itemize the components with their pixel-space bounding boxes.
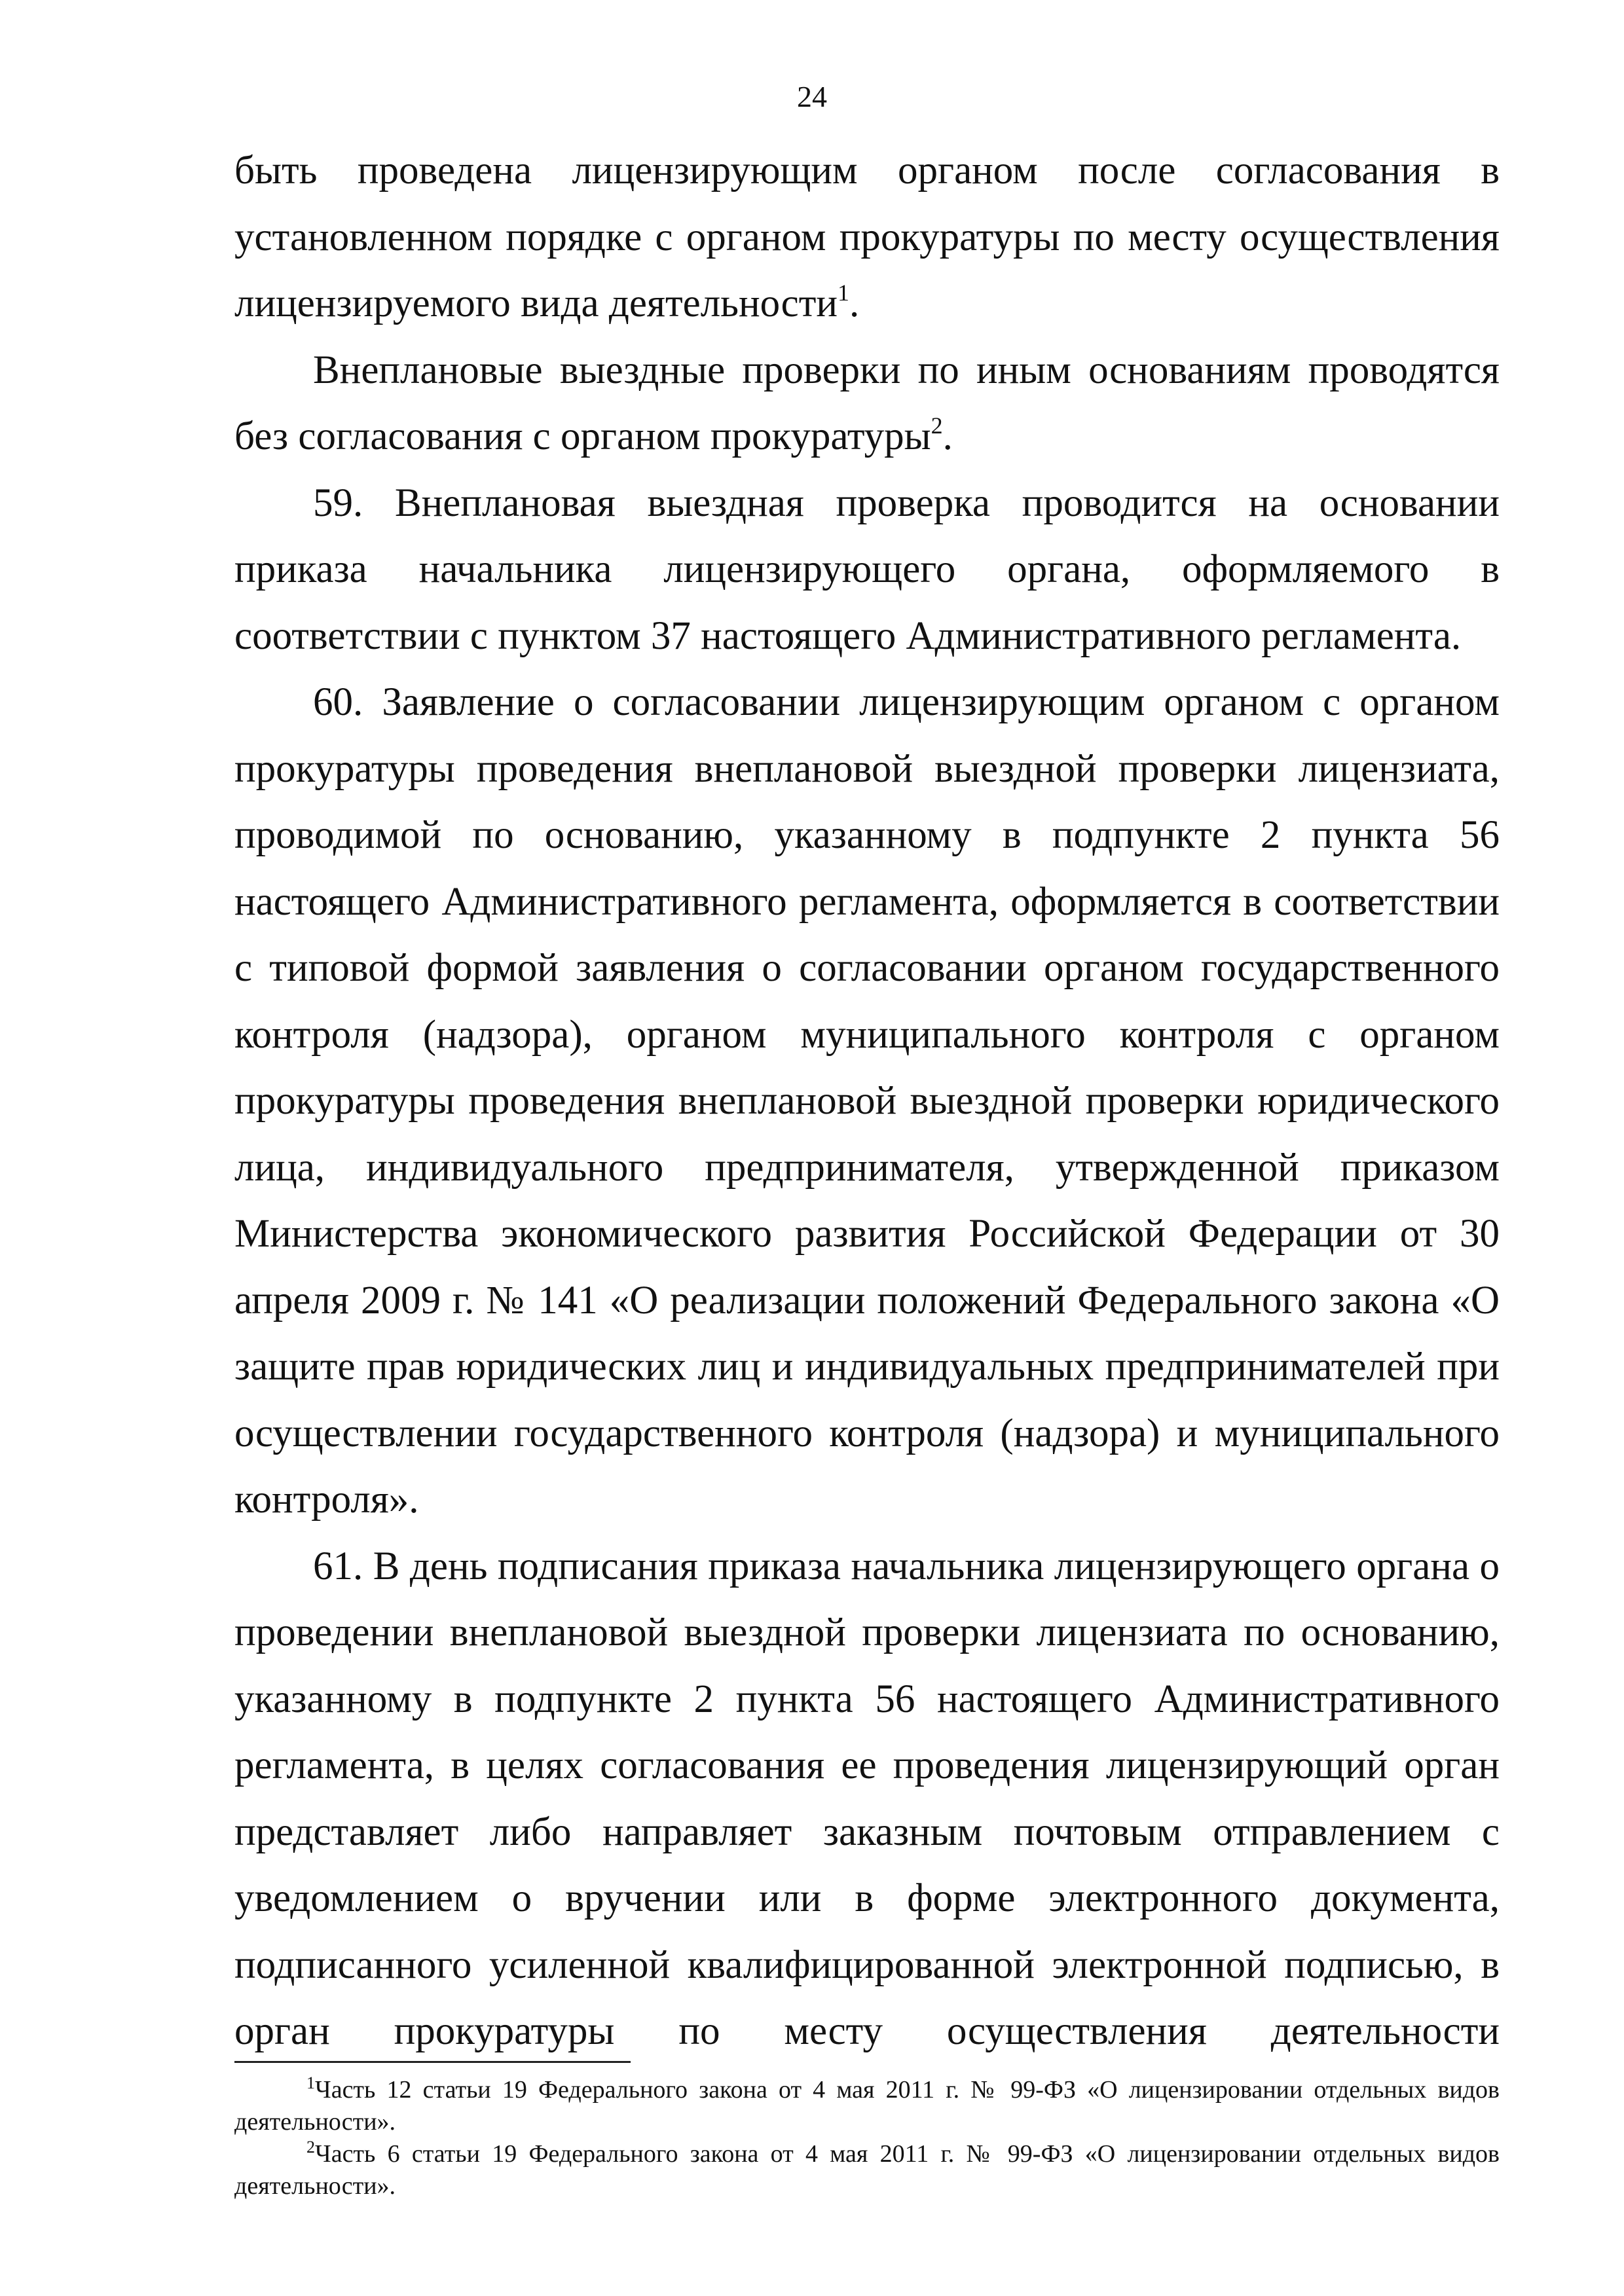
footnotes	[234, 2074, 1500, 2202]
footnote-mark: 1	[306, 2073, 315, 2092]
paragraph-tail: .	[849, 282, 860, 325]
paragraph-59: 59. Внеплановая выездная проверка проводится на основании приказа начальника лицензирующего органа, оформляемого в соответствии с пунктом 37 настоящего Административного регламента.	[234, 481, 1500, 658]
footnote-mark: 2	[306, 2138, 315, 2157]
footnote-2	[234, 2138, 1500, 2202]
paragraph-unplanned-checks	[234, 337, 1500, 470]
footnote-text: Часть 6 статьи 19 Федерального закона от 4 мая 2011 г. № 99-ФЗ «О лицензировании отдельных видов деятельности».	[234, 2140, 1500, 2200]
footnote-ref-2: 2	[931, 412, 943, 439]
paragraph-continuation	[234, 137, 1500, 337]
paragraph-text: быть проведена лицензирующим органом после согласования в установленном порядке с органом прокуратуры по месту осуществления лицензируемого вида деятельности	[234, 149, 1500, 325]
footnote-separator	[234, 2061, 631, 2063]
footnote-ref-1: 1	[838, 280, 850, 306]
paragraph-tail: .	[942, 414, 953, 458]
document-body	[234, 137, 1500, 2065]
paragraph-60: 60. Заявление о согласовании лицензирующим органом с органом прокуратуры проведения внеплановой выездной проверки лицензиата, проводимой по основанию, указанному в подпункте 2 пункта 56 настоящего Административного регламента, оформляется в соответствии с типовой формой заявления о согласовании органом государственного контроля (надзора), органом муниципального контроля с органом прокуратуры проведения внеплановой выездной проверки юридического лица, индивидуального предпринимателя, утвержденной приказом Министерства экономического развития Российской Федерации от 30 апреля 2009 г. № 141 «О реализации положений Федерального закона «О защите прав юридических лиц и индивидуальных предпринимателей при осуществлении государственного контроля (надзора) и муниципального контроля».	[234, 680, 1500, 1522]
footnote-1	[234, 2074, 1500, 2138]
paragraph-text: Внеплановые выездные проверки по иным основаниям проводятся без согласования с органом прокуратуры	[234, 348, 1500, 458]
paragraph-61: 61. В день подписания приказа начальника лицензирующего органа о проведении внеплановой выездной проверки лицензиата по основанию, указанному в подпункте 2 пункта 56 настоящего Административного регламента, в целях согласования ее проведения лицензирующий орган представляет либо направляет заказным почтовым отправлением с уведомлением о вручении или в форме электронного документа, подписанного усиленной квалифицированной электронной подписью, в орган прокуратуры по месту осуществления деятельности	[234, 1544, 1500, 2053]
footnote-text: Часть 12 статьи 19 Федерального закона от 4 мая 2011 г. № 99-ФЗ «О лицензировании отдельных видов деятельности».	[234, 2076, 1500, 2136]
page-number: 24	[797, 80, 827, 113]
